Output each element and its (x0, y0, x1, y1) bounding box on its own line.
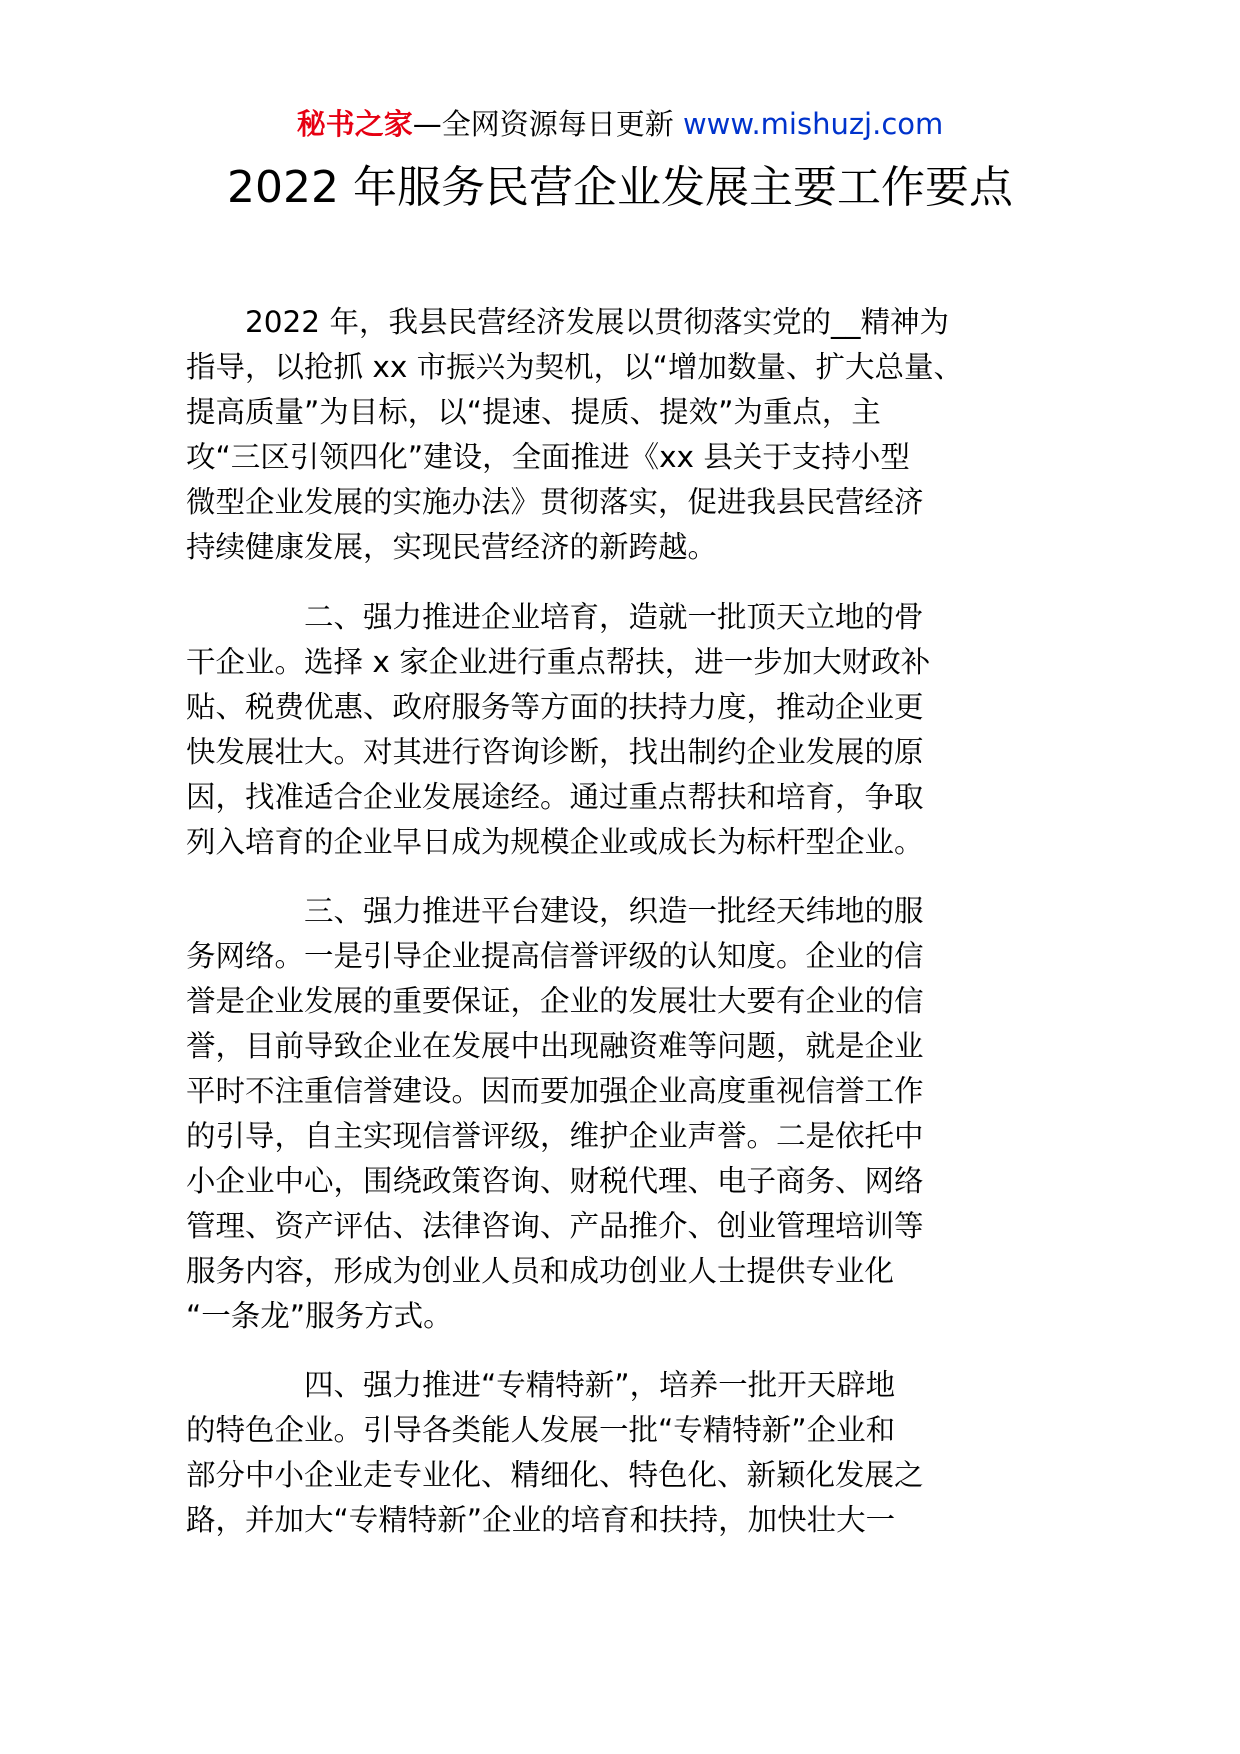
paragraph-line: 提高质量”为目标，以“提速、提质、提效”为重点，主 (186, 395, 881, 429)
paragraph-line: 的引导，自主实现信誉评级，维护企业声誉。二是依托中 (186, 1119, 924, 1153)
paragraph-intro (186, 300, 1066, 570)
paragraph-line: 的特色企业。引导各类能人发展一批“专精特新”企业和 (186, 1413, 896, 1447)
paragraph-line: 誉是企业发展的重要保证，企业的发展壮大要有企业的信 (186, 984, 924, 1018)
paragraph-line: 小企业中心，围绕政策咨询、财税代理、电子商务、网络 (186, 1164, 924, 1198)
paragraph-line: 务网络。一是引导企业提高信誉评级的认知度。企业的信 (186, 939, 924, 973)
site-slogan: —全网资源每日更新 (412, 107, 674, 141)
paragraph-section-3 (186, 889, 1066, 1339)
paragraph-line: 服务内容，形成为创业人员和成功创业人士提供专业化 (186, 1254, 895, 1288)
paragraph-line: 微型企业发展的实施办法》贯彻落实，促进我县民营经济 (186, 485, 924, 519)
paragraph-line: 二、强力推进企业培育，造就一批顶天立地的骨 (186, 600, 924, 634)
paragraph-section-4 (186, 1363, 1066, 1543)
paragraph-section-2 (186, 595, 1066, 865)
paragraph-line: 因，找准适合企业发展途经。通过重点帮扶和培育，争取 (186, 780, 924, 814)
paragraph-line: 三、强力推进平台建设，织造一批经天纬地的服 (186, 894, 924, 928)
paragraph-line: 管理、资产评估、法律咨询、产品推介、创业管理培训等 (186, 1209, 924, 1243)
document-title: 2022 年服务民营企业发展主要工作要点 (227, 162, 1013, 213)
paragraph-line: 攻“三区引领四化”建设，全面推进《xx 县关于支持小型 (186, 440, 910, 474)
site-header (0, 104, 1240, 144)
paragraph-line: 列入培育的企业早日成为规模企业或成长为标杆型企业。 (186, 825, 924, 859)
site-url-link[interactable]: www.mishuzj.com (682, 107, 944, 141)
paragraph-line: 贴、税费优惠、政府服务等方面的扶持力度，推动企业更 (186, 690, 924, 724)
paragraph-line: 平时不注重信誉建设。因而要加强企业高度重视信誉工作 (186, 1074, 924, 1108)
paragraph-line: 2022 年，我县民营经济发展以贯彻落实党的__精神为 (186, 305, 949, 339)
paragraph-line: 持续健康发展，实现民营经济的新跨越。 (186, 530, 718, 564)
paragraph-line: 快发展壮大。对其进行咨询诊断，找出制约企业发展的原 (186, 735, 924, 769)
paragraph-line: 指导，以抢抓 xx 市振兴为契机，以“增加数量、扩大总量、 (186, 350, 963, 384)
paragraph-line: 干企业。选择 x 家企业进行重点帮扶，进一步加大财政补 (186, 645, 931, 679)
paragraph-line: 路，并加大“专精特新”企业的培育和扶持，加快壮大一 (186, 1503, 896, 1537)
paragraph-line: 誉，目前导致企业在发展中出现融资难等问题，就是企业 (186, 1029, 924, 1063)
paragraph-line: 部分中小企业走专业化、精细化、特色化、新颖化发展之 (186, 1458, 924, 1492)
paragraph-line: 四、强力推进“专精特新”，培养一批开天辟地 (186, 1368, 896, 1402)
paragraph-line: “一条龙”服务方式。 (186, 1299, 453, 1333)
brand-name: 秘书之家 (296, 107, 413, 141)
